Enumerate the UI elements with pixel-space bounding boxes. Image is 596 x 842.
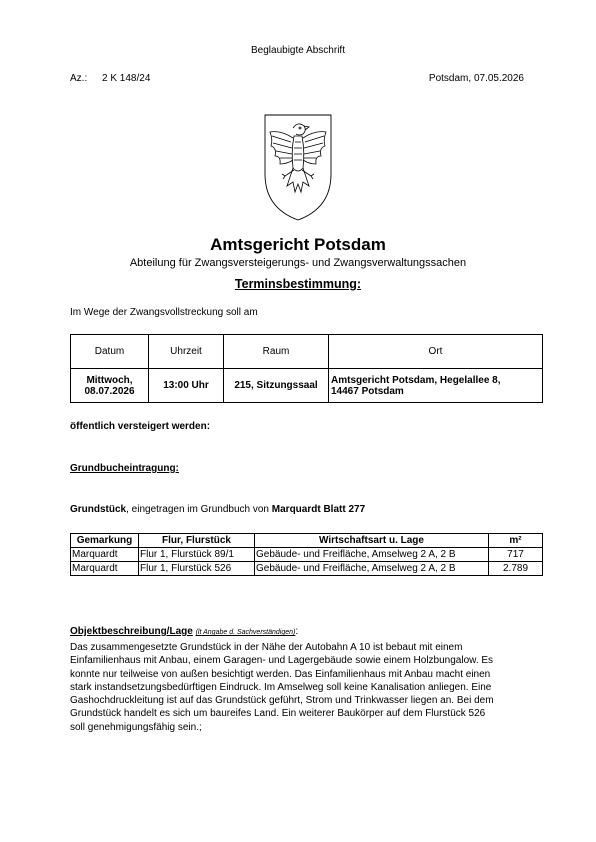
appointment-time: 13:00 Uhr <box>149 369 224 403</box>
paragraph-line: Grundstück handelt es sich um baureifes Land. Ein weiterer Baukörper auf dem Flurstück 526 <box>70 708 486 720</box>
property-register-line <box>70 504 365 515</box>
cell-district: Marquardt <box>71 548 139 562</box>
file-number-label: Az.: <box>70 73 88 84</box>
appointment-place <box>329 369 543 403</box>
column-header-date: Datum <box>71 335 149 369</box>
cell-parcel: Flur 1, Flurstück 89/1 <box>139 548 255 562</box>
object-description-colon: : <box>295 626 299 637</box>
column-header-parcel: Flur, Flurstück <box>139 534 255 548</box>
document-heading: Terminsbestimmung: <box>234 277 362 291</box>
cell-district: Marquardt <box>71 562 139 576</box>
table-row <box>71 369 543 403</box>
table-row <box>71 562 543 576</box>
document-header-title: Beglaubigte Abschrift <box>251 45 345 56</box>
appointment-place-line1: Amtsgericht Potsdam, Hegelallee 8, <box>331 374 501 386</box>
appointment-date-value: 08.07.2026 <box>84 385 135 397</box>
column-header-district: Gemarkung <box>71 534 139 548</box>
paragraph-line: konnte nur teilweise von außen besichtigt werden. Das Einfamilienhaus mit Anbau macht einen <box>70 668 491 680</box>
table-header-row <box>71 335 543 369</box>
appointment-place-line2: 14467 Potsdam <box>331 385 404 397</box>
cell-usage: Gebäude- und Freifläche, Amselweg 2 A, 2 B <box>255 548 489 562</box>
file-number-value: 2 K 148/24 <box>102 73 151 84</box>
table-header-row <box>71 534 543 548</box>
column-header-place: Ort <box>329 335 543 369</box>
property-register-name: Marquardt Blatt 277 <box>271 504 366 515</box>
column-header-area: m² <box>489 534 543 548</box>
object-description-text <box>70 641 540 734</box>
column-header-time: Uhrzeit <box>149 335 224 369</box>
appointment-table <box>70 334 543 403</box>
paragraph-line: Gashochdruckleitung ist auf das Grundstück geführt, Strom und Trinkwasser liegen an. Bei dem <box>70 695 494 707</box>
paragraph-line: soll genehmigungsfähig sein.; <box>70 721 202 733</box>
column-header-usage: Wirtschaftsart u. Lage <box>255 534 489 548</box>
intro-text: Im Wege der Zwangsvollstreckung soll am <box>70 307 258 318</box>
court-department: Abteilung für Zwangsversteigerungs- und Zwangsverwaltungssachen <box>129 257 467 269</box>
appointment-date <box>71 369 149 403</box>
cell-parcel: Flur 1, Flurstück 526 <box>139 562 255 576</box>
land-register-heading: Grundbucheintragung: <box>70 463 179 474</box>
paragraph-line: Einfamilienhaus mit Anbau, einem Garagen- und Lagergebäude sowie einem Holzbungalow. Es <box>70 655 494 667</box>
cell-area: 2.789 <box>489 562 543 576</box>
court-name: Amtsgericht Potsdam <box>210 235 386 254</box>
property-register-text: , eingetragen im Grundbuch von <box>126 504 272 515</box>
object-description-heading <box>70 626 298 637</box>
paragraph-line: Das zusammengesetzte Grundstück in der Nähe der Autobahn A 10 ist bebaut mit einem <box>70 642 463 653</box>
column-header-room: Raum <box>224 335 329 369</box>
object-description-note: (lt Angabe d. Sachverständigen) <box>195 629 296 636</box>
appointment-room: 215, Sitzungssaal <box>224 369 329 403</box>
auction-statement: öffentlich versteigert werden: <box>70 421 211 432</box>
cell-usage: Gebäude- und Freifläche, Amselweg 2 A, 2 B <box>255 562 489 576</box>
cell-area: 717 <box>489 548 543 562</box>
place-and-date: Potsdam, 07.05.2026 <box>428 73 524 84</box>
appointment-weekday: Mittwoch, <box>86 374 133 386</box>
table-row <box>71 548 543 562</box>
property-table <box>70 533 543 576</box>
object-description-title: Objektbeschreibung/Lage <box>70 626 193 637</box>
property-label: Grundstück <box>70 504 127 515</box>
paragraph-line: stark instandsetzungsbedürftigen Eindruck. Im Amselweg soll keine Kanalisation anliegen. Eine <box>70 681 492 693</box>
coat-of-arms-eagle-icon <box>263 112 333 222</box>
